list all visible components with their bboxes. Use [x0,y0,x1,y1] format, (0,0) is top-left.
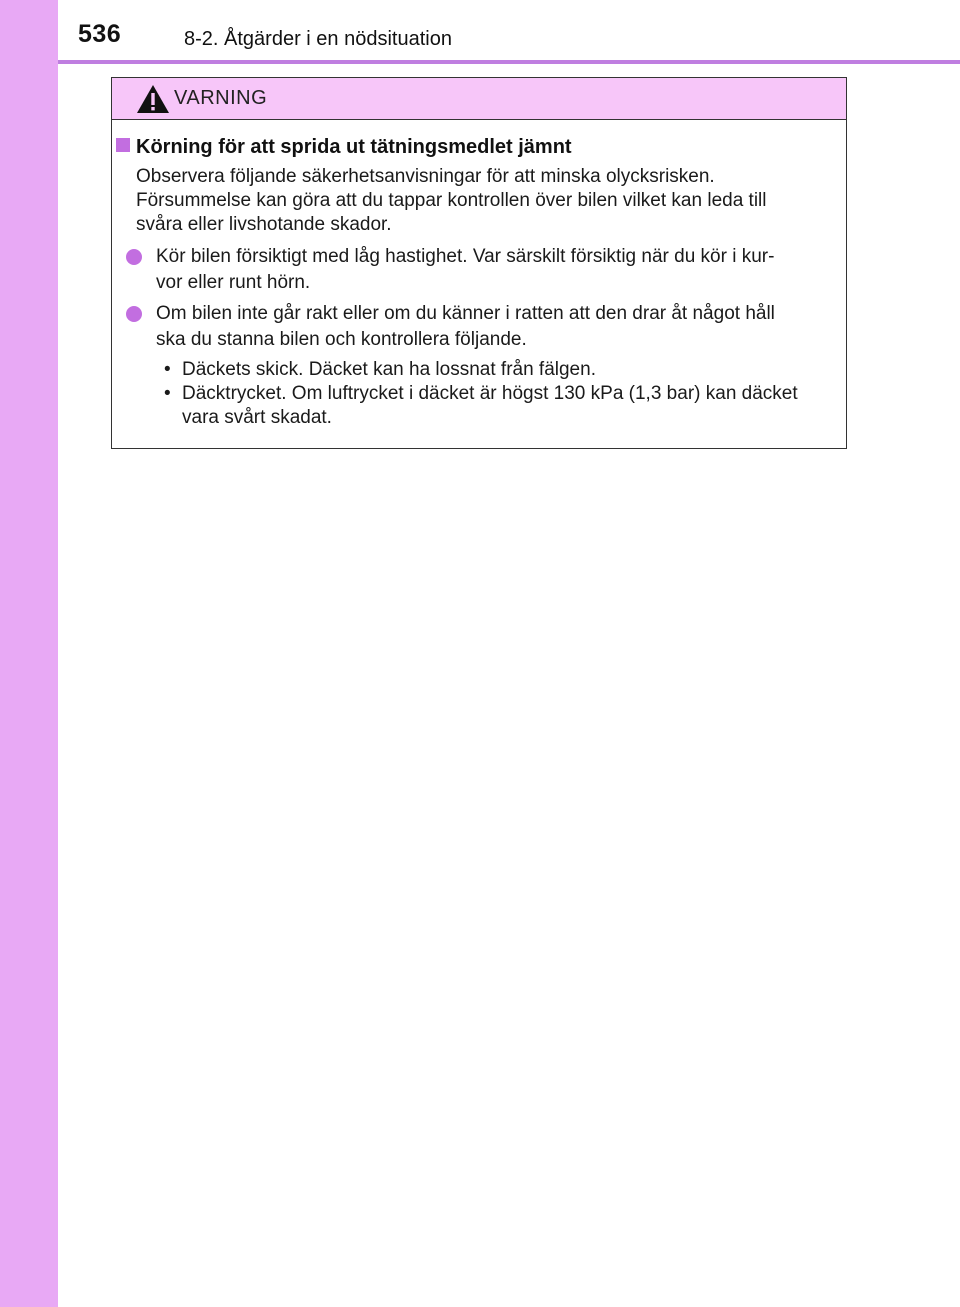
warning-box [111,77,847,449]
section-title: 8-2. Åtgärder i en nödsituation [184,28,452,50]
warning-triangle-icon [136,84,170,114]
intro-line: Observera följande säkerhetsanvisningar för att minska olycksrisken. [136,166,715,187]
intro-paragraph [136,165,767,237]
sub-list-item: • Däcktrycket. Om luftrycket i däcket är högst 130 kPa (1,3 bar) kan däcket [164,382,798,406]
warning-header [112,78,846,120]
sub-list-item: • Däckets skick. Däcket kan ha lossnat från fälgen. [164,358,798,382]
warning-heading-text: Körning för att sprida ut tätningsmedlet jämnt [136,136,572,158]
sub-list [164,358,798,430]
warning-heading [116,136,572,159]
warning-label: VARNING [174,87,268,109]
intro-line: Försummelse kan göra att du tappar kontrollen över bilen vilket kan leda till [136,190,767,211]
side-strip [0,0,58,1307]
intro-line: svåra eller livshotande skador. [136,214,392,235]
sub-list-item-continuation: vara svårt skadat. [182,407,332,428]
header-rule [58,60,960,64]
bullet-line: vor eller runt hörn. [156,272,311,293]
bullet-line: Kör bilen försiktigt med låg hastighet. Var särskilt försiktig när du kör i kur- [156,246,775,267]
round-bullet-icon [126,249,142,265]
bullet-line: ska du stanna bilen och kontrollera följande. [156,329,527,350]
square-bullet-icon [116,138,130,152]
page-number: 536 [78,20,122,48]
bullet-line: Om bilen inte går rakt eller om du känner i ratten att den drar åt något håll [156,303,775,324]
round-bullet-icon [126,306,142,322]
